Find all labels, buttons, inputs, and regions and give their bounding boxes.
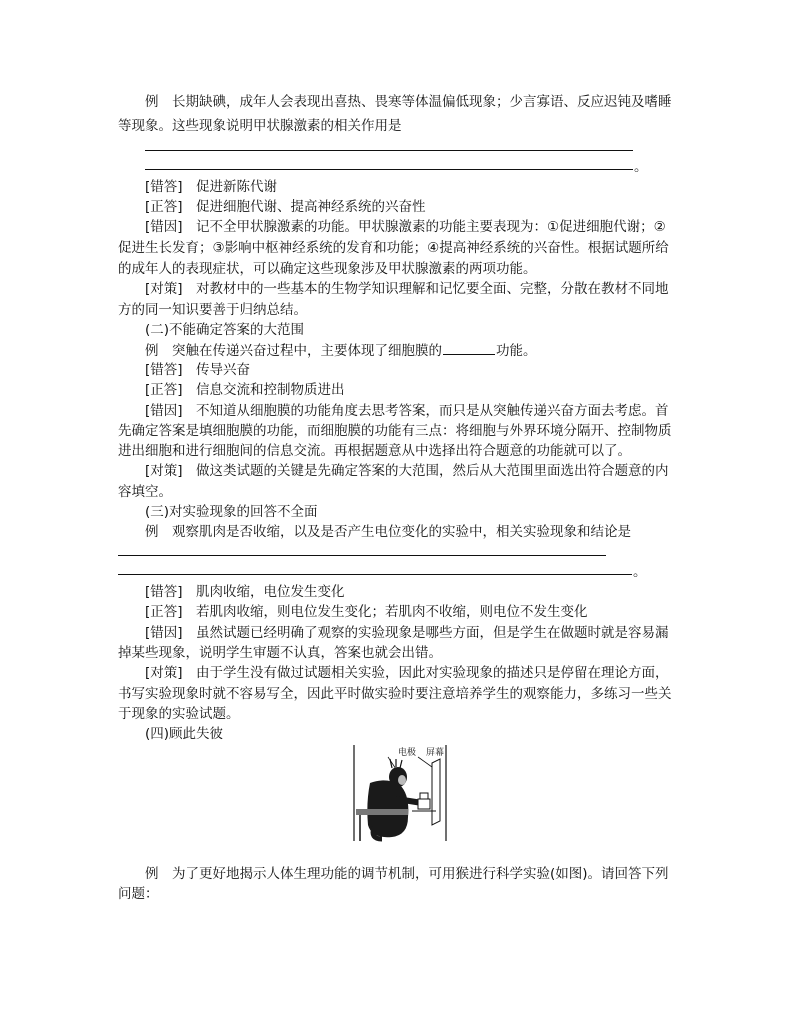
section-heading: (二)不能确定答案的大范围 [145,322,305,338]
error-cause: [错因] 不知道从细胞膜的功能角度去思考答案，而只是从突触传递兴奋方面去考虑。首 [145,403,669,419]
answer-line [145,150,633,151]
question-text: 例 观察肌肉是否收缩，以及是否产生电位变化的实验中，相关实验现象和结论是 [145,524,631,540]
question-text: 例 为了更好地揭示人体生理功能的调节机制，可用猴进行科学实验(如图)。请回答下列 [145,866,669,882]
error-cause: [错因] 记不全甲状腺激素的功能。甲状腺激素的功能主要表现为：①促进细胞代谢；② [145,219,666,235]
question-text: 等现象。这些现象说明甲状腺激素的相关作用是 [118,118,402,134]
fill-blank [443,340,495,355]
error-cause: 进出细胞和进行细胞间的信息交流。再根据题意从中选择出符合题意的功能就可以了。 [118,443,631,459]
section-heading: (三)对实验现象的回答不全面 [145,504,318,520]
period: 。 [633,564,647,580]
correct-answer: [正答] 信息交流和控制物质进出 [145,382,345,398]
strategy: 方的同一知识要善于归纳总结。 [118,302,307,318]
strategy: [对策] 由于学生没有做过试题相关实验，因此对实验现象的描述只是停留在理论方面， [145,665,669,681]
strategy: [对策] 做这类试题的关键是先确定答案的大范围，然后从大范围里面选出符合题意的内 [145,463,669,479]
error-cause: 的成年人的表现症状，可以确定这些现象涉及甲状腺激素的两项功能。 [118,261,537,277]
section-heading: (四)顾此失彼 [145,726,224,742]
strategy: [对策] 对教材中的一些基本的生物学知识理解和记忆要全面、完整，分散在教材不同地 [145,281,669,297]
correct-answer: [正答] 促进细胞代谢、提高神经系统的兴奋性 [145,199,426,215]
strategy: 书写实验现象时就不容易写全，因此平时做实验时要注意培养学生的观察能力，多练习一些关 [118,686,672,702]
answer-line [118,574,632,575]
correct-answer: [正答] 若肌肉收缩，则电位发生变化；若肌肉不收缩，则电位不发生变化 [145,604,588,620]
period: 。 [634,159,648,175]
error-cause: [错因] 虽然试题已经明确了观察的实验现象是哪些方面，但是学生在做题时就是容易漏 [145,625,669,641]
question-text: 功能。 [496,343,537,359]
wrong-answer: [错答] 传导兴奋 [145,362,251,378]
error-cause: 掉某些现象，说明学生审题不认真，答案也就会出错。 [118,645,442,661]
question-text [145,340,705,361]
error-cause: 先确定答案是填细胞膜的功能，而细胞膜的功能有三点：将细胞与外界环境分隔开、控制物质 [118,423,672,439]
strategy: 容填空。 [118,484,172,500]
wrong-answer: [错答] 肌肉收缩，电位发生变化 [145,584,345,600]
screen-label: 屏幕 [426,748,445,758]
question-text: 例 突触在传递兴奋过程中，主要体现了细胞膜的 [145,343,442,359]
question-text: 例 长期缺碘，成年人会表现出喜热、畏寒等体温偏低现象；少言寡语、反应迟钝及嗜睡 [145,94,672,110]
strategy: 于现象的实验试题。 [118,706,240,722]
answer-line [145,169,633,170]
answer-line [118,555,606,556]
error-cause: 促进生长发育；③影响中枢神经系统的发育和功能；④提高神经系统的兴奋性。根据试题所给 [118,240,669,256]
monkey-experiment-figure [352,743,448,843]
wrong-answer: [错答] 促进新陈代谢 [145,179,278,195]
monkey-illustration [352,743,448,843]
question-text: 问题： [118,886,159,902]
electrode-label: 电极 [398,748,417,758]
